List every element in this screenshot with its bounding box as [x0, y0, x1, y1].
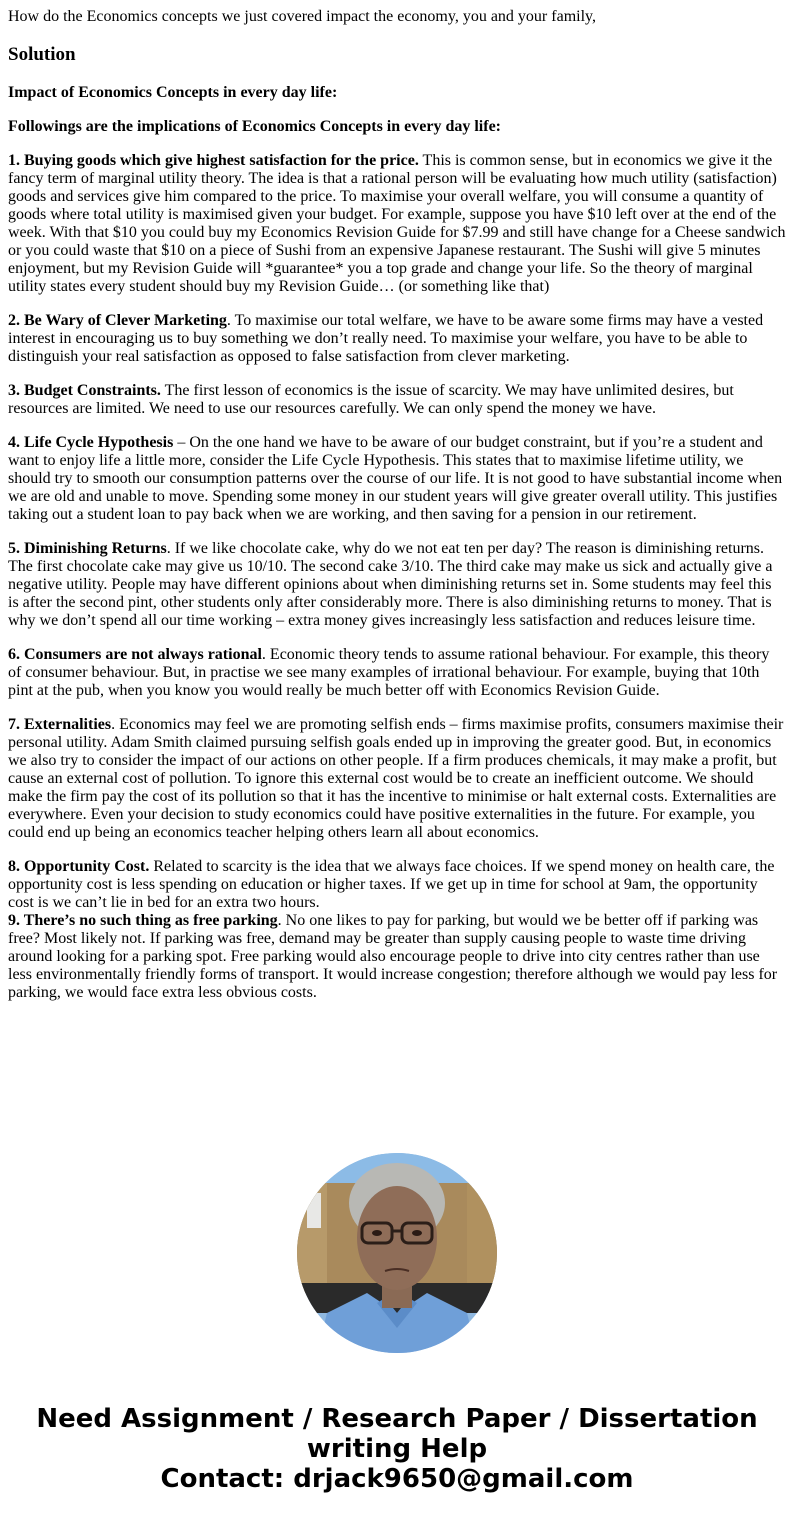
- point-7: [8, 716, 786, 842]
- point-1: [8, 152, 786, 296]
- point-3-body: The first lesson of economics is the issue of scarcity. We may have unlimited desires, but resources are limited. We need to use our resources carefully. We can only spend the money we have.: [8, 382, 734, 417]
- promo-line-2: writing Help: [306, 1434, 488, 1464]
- point-4-title: 4. Life Cycle Hypothesis: [8, 434, 174, 451]
- point-5: [8, 540, 786, 630]
- point-6-body: . Economic theory tends to assume rational behaviour. For example, this theory of consumer behaviour. But, in practise we see many examples of irrational behaviour. For example, buying that 10th pint at the pub, when you know you would really be much better off with Economics Revision Guide.: [8, 646, 770, 699]
- promo-contact: Contact: drjack9650@gmail.com: [160, 1464, 634, 1494]
- point-5-title: 5. Diminishing Returns: [8, 540, 167, 557]
- promo-line-1: Need Assignment / Research Paper / Dissertation: [36, 1404, 758, 1434]
- point-6-title: 6. Consumers are not always rational: [8, 646, 262, 663]
- point-9-body: . No one likes to pay for parking, but would we be better off if parking was free? Most likely not. If parking was free, demand may be greater than supply causing people to waste time driving around looking for a parking spot. Free parking would also encourage people to drive into city centres rather than use less environmentally friendly forms of transport. It would increase congestion; therefore although we would pay less for parking, we would face extra less obvious costs.: [8, 912, 778, 1001]
- point-3-title: 3. Budget Constraints.: [8, 382, 161, 399]
- question-text: How do the Economics concepts we just covered impact the economy, you and your family,: [8, 8, 596, 25]
- point-4: [8, 434, 786, 524]
- point-2-title: 2. Be Wary of Clever Marketing: [8, 312, 227, 329]
- point-6: [8, 646, 786, 700]
- subheading-implications-text: Followings are the implications of Economics Concepts in every day life:: [8, 118, 501, 135]
- point-9-title: 9. There’s no such thing as free parking: [8, 912, 278, 929]
- point-8-body: Related to scarcity is the idea that we always face choices. If we spend money on health care, the opportunity cost is less spending on education or higher taxes. If we get up in time for school at 9am, the opportunity cost is we can’t lie in bed for an extra two hours.: [8, 858, 775, 911]
- point-2: [8, 312, 786, 366]
- profile-section: [0, 1153, 794, 1353]
- point-1-body: This is common sense, but in economics we give it the fancy term of marginal utility theory. The idea is that a rational person will be evaluating how much utility (satisfaction) goods and services give him compared to the price. To maximise your overall welfare, you will consume a quantity of goods where total utility is maximised given your budget. For example, suppose you have $10 left over at the end of the week. With that $10 you could buy my Economics Revision Guide for $7.99 and still have change for a Cheese sandwich or you could waste that $10 on a piece of Sushi from an expensive Japanese restaurant. The Sushi will give 5 minutes enjoyment, but my Revision Guide will *guarantee* you a top grade and change your life. So the theory of marginal utility states every student should buy my Revision Guide… (or something like that): [8, 152, 786, 295]
- point-1-title: 1. Buying goods which give highest satisfaction for the price.: [8, 152, 419, 169]
- point-2-body: . To maximise our total welfare, we have to be aware some firms may have a vested interest in encouraging us to buy something we don’t really need. To maximise your welfare, you have to be able to distinguish your real satisfaction as opposed to false satisfaction from clever marketing.: [8, 312, 764, 365]
- point-3: [8, 382, 786, 418]
- point-9: [8, 912, 786, 1002]
- promo-banner: [0, 1404, 794, 1494]
- avatar: [297, 1153, 497, 1353]
- point-7-title: 7. Externalities: [8, 716, 112, 733]
- solution-heading: Solution: [8, 44, 76, 65]
- point-8: [8, 858, 786, 912]
- point-8-title: 8. Opportunity Cost.: [8, 858, 150, 875]
- subheading-implications: [8, 118, 786, 136]
- point-7-body: . Economics may feel we are promoting selfish ends – firms maximise profits, consumers maximise their personal utility. Adam Smith claimed pursuing selfish goals ended up in improving the greater good. But, in economics we also try to consider the impact of our actions on other people. If a firm produces chemicals, it may make a profit, but cause an external cost of pollution. To ignore this external cost would be to create an inefficient outcome. We should make the firm pay the cost of its pollution so that it has the incentive to minimise or halt external costs. Externalities are everywhere. Even your decision to study economics could have positive externalities in the future. For example, you could end up being an economics teacher helping others learn all about economics.: [8, 716, 784, 841]
- point-5-body: . If we like chocolate cake, why do we not eat ten per day? The reason is diminishing returns. The first chocolate cake may give us 10/10. The second cake 3/10. The third cake may make us sick and actually give a negative utility. People may have different opinions about when diminishing returns set in. Some students may feel this is after the second pint, other students only after considerably more. There is also diminishing returns to money. That is why we don’t spend all our time working – extra money gives increasingly less satisfaction and reduces leisure time.: [8, 540, 773, 629]
- subheading-impact-text: Impact of Economics Concepts in every day life:: [8, 84, 338, 101]
- subheading-impact: [8, 84, 786, 102]
- portrait-image: [297, 1153, 497, 1353]
- point-4-body: – On the one hand we have to be aware of our budget constraint, but if you’re a student and want to enjoy life a little more, consider the Life Cycle Hypothesis. This states that to maximise lifetime utility, we should try to smooth our consumption patterns over the course of our life. It is not good to have substantial income when we are old and unable to move. Spending some money in our student years will give greater overall utility. This justifies taking out a student loan to pay back when we are working, and then saving for a pension in our retirement.: [8, 434, 783, 523]
